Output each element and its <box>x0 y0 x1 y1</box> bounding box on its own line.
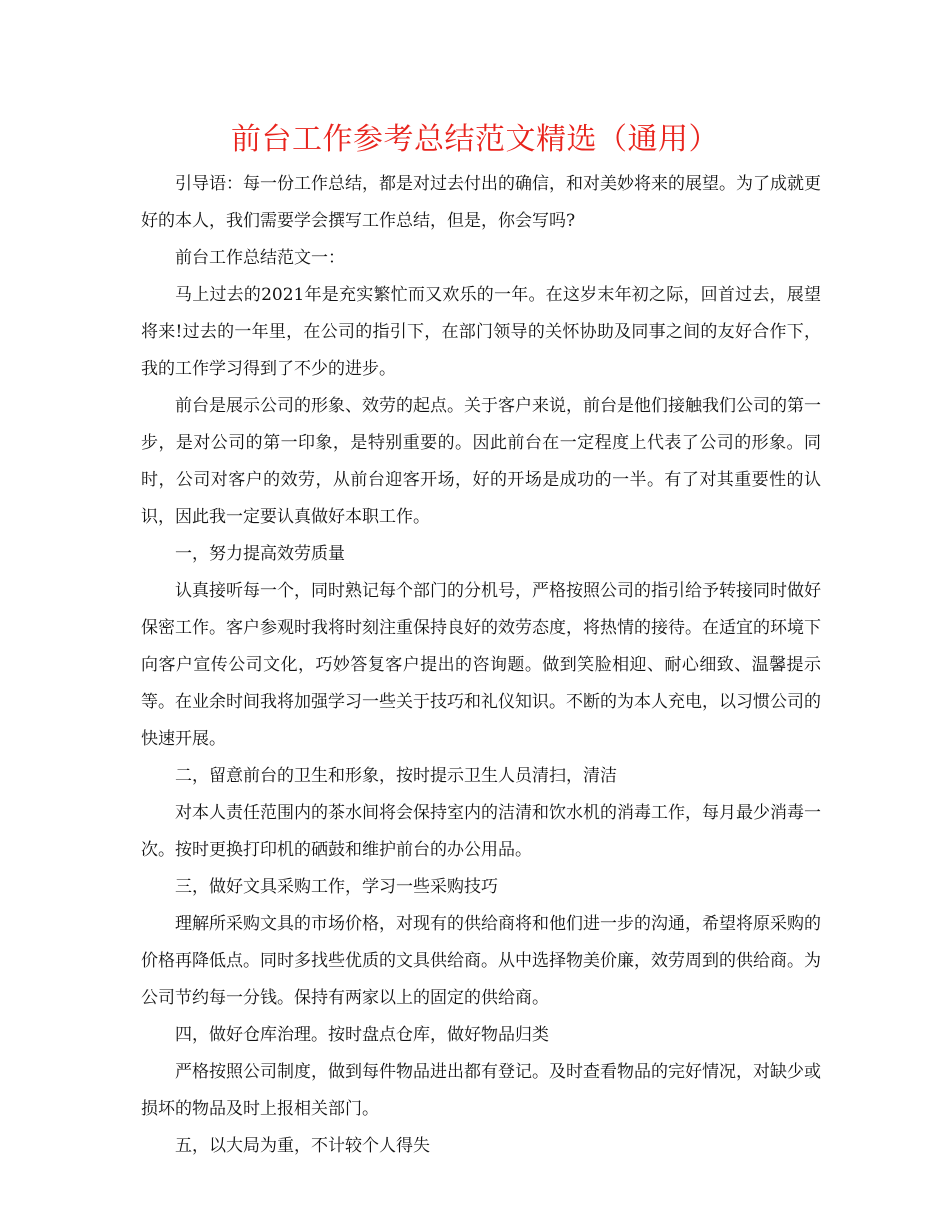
paragraph-procurement: 理解所采购文具的市场价格，对现有的供给商将和他们进一步的沟通，希望将原采购的价格再降低点。同时多找些优质的文具供给商。从中选择物美价廉，效劳周到的供给商。为公司节约每一分钱。保持有两家以上的固定的供给商。 <box>141 914 821 1008</box>
paragraph-front-desk-role: 前台是展示公司的形象、效劳的起点。关于客户来说，前台是他们接触我们公司的第一步，是对公司的第一印象，是特别重要的。因此前台在一定程度上代表了公司的形象。同时，公司对客户的效劳，从前台迎客开场，好的开场是成功的一半。有了对其重要性的认识，因此我一定要认真做好本职工作。 <box>141 396 821 527</box>
section-heading-two: 二，留意前台的卫生和形象，按时提示卫生人员清扫，清洁 <box>175 766 617 786</box>
paragraph-warehouse: 严格按照公司制度，做到每件物品进出都有登记。及时查看物品的完好情况，对缺少或损坏的物品及时上报相关部门。 <box>141 1062 821 1119</box>
section-heading-four: 四，做好仓库治理。按时盘点仓库，做好物品归类 <box>175 1025 549 1045</box>
paragraph-year-review: 马上过去的2021年是充实繁忙而又欢乐的一年。在这岁末年初之际，回首过去，展望将来!过去的一年里，在公司的指引下，在部门领导的关怀协助及同事之间的友好合作下，我的工作学习得到了不少的进步。 <box>141 285 821 379</box>
document-title: 前台工作参考总结范文精选（通用） <box>231 122 719 157</box>
section-heading-example-one: 前台工作总结范文一： <box>175 248 345 268</box>
paragraph-hygiene: 对本人责任范围内的茶水间将会保持室内的洁清和饮水机的消毒工作，每月最少消毒一次。按时更换打印机的硒鼓和维护前台的办公用品。 <box>141 803 821 860</box>
document-body <box>141 166 821 1165</box>
section-heading-one: 一，努力提高效劳质量 <box>175 544 345 564</box>
section-heading-three: 三，做好文具采购工作，学习一些采购技巧 <box>175 877 498 897</box>
paragraph-intro: 引导语：每一份工作总结，都是对过去付出的确信，和对美妙将来的展望。为了成就更好的本人，我们需要学会撰写工作总结，但是，你会写吗? <box>141 174 821 231</box>
section-heading-five: 五，以大局为重，不计较个人得失 <box>175 1136 430 1156</box>
paragraph-service-quality: 认真接听每一个，同时熟记每个部门的分机号，严格按照公司的指引给予转接同时做好保密工作。客户参观时我将时刻注重保持良好的效劳态度，将热情的接待。在适宜的环境下向客户宣传公司文化，巧妙答复客户提出的咨询题。做到笑脸相迎、耐心细致、温馨提示等。在业余时间我将加强学习一些关于技巧和礼仪知识。不断的为本人充电，以习惯公司的快速开展。 <box>141 581 821 749</box>
